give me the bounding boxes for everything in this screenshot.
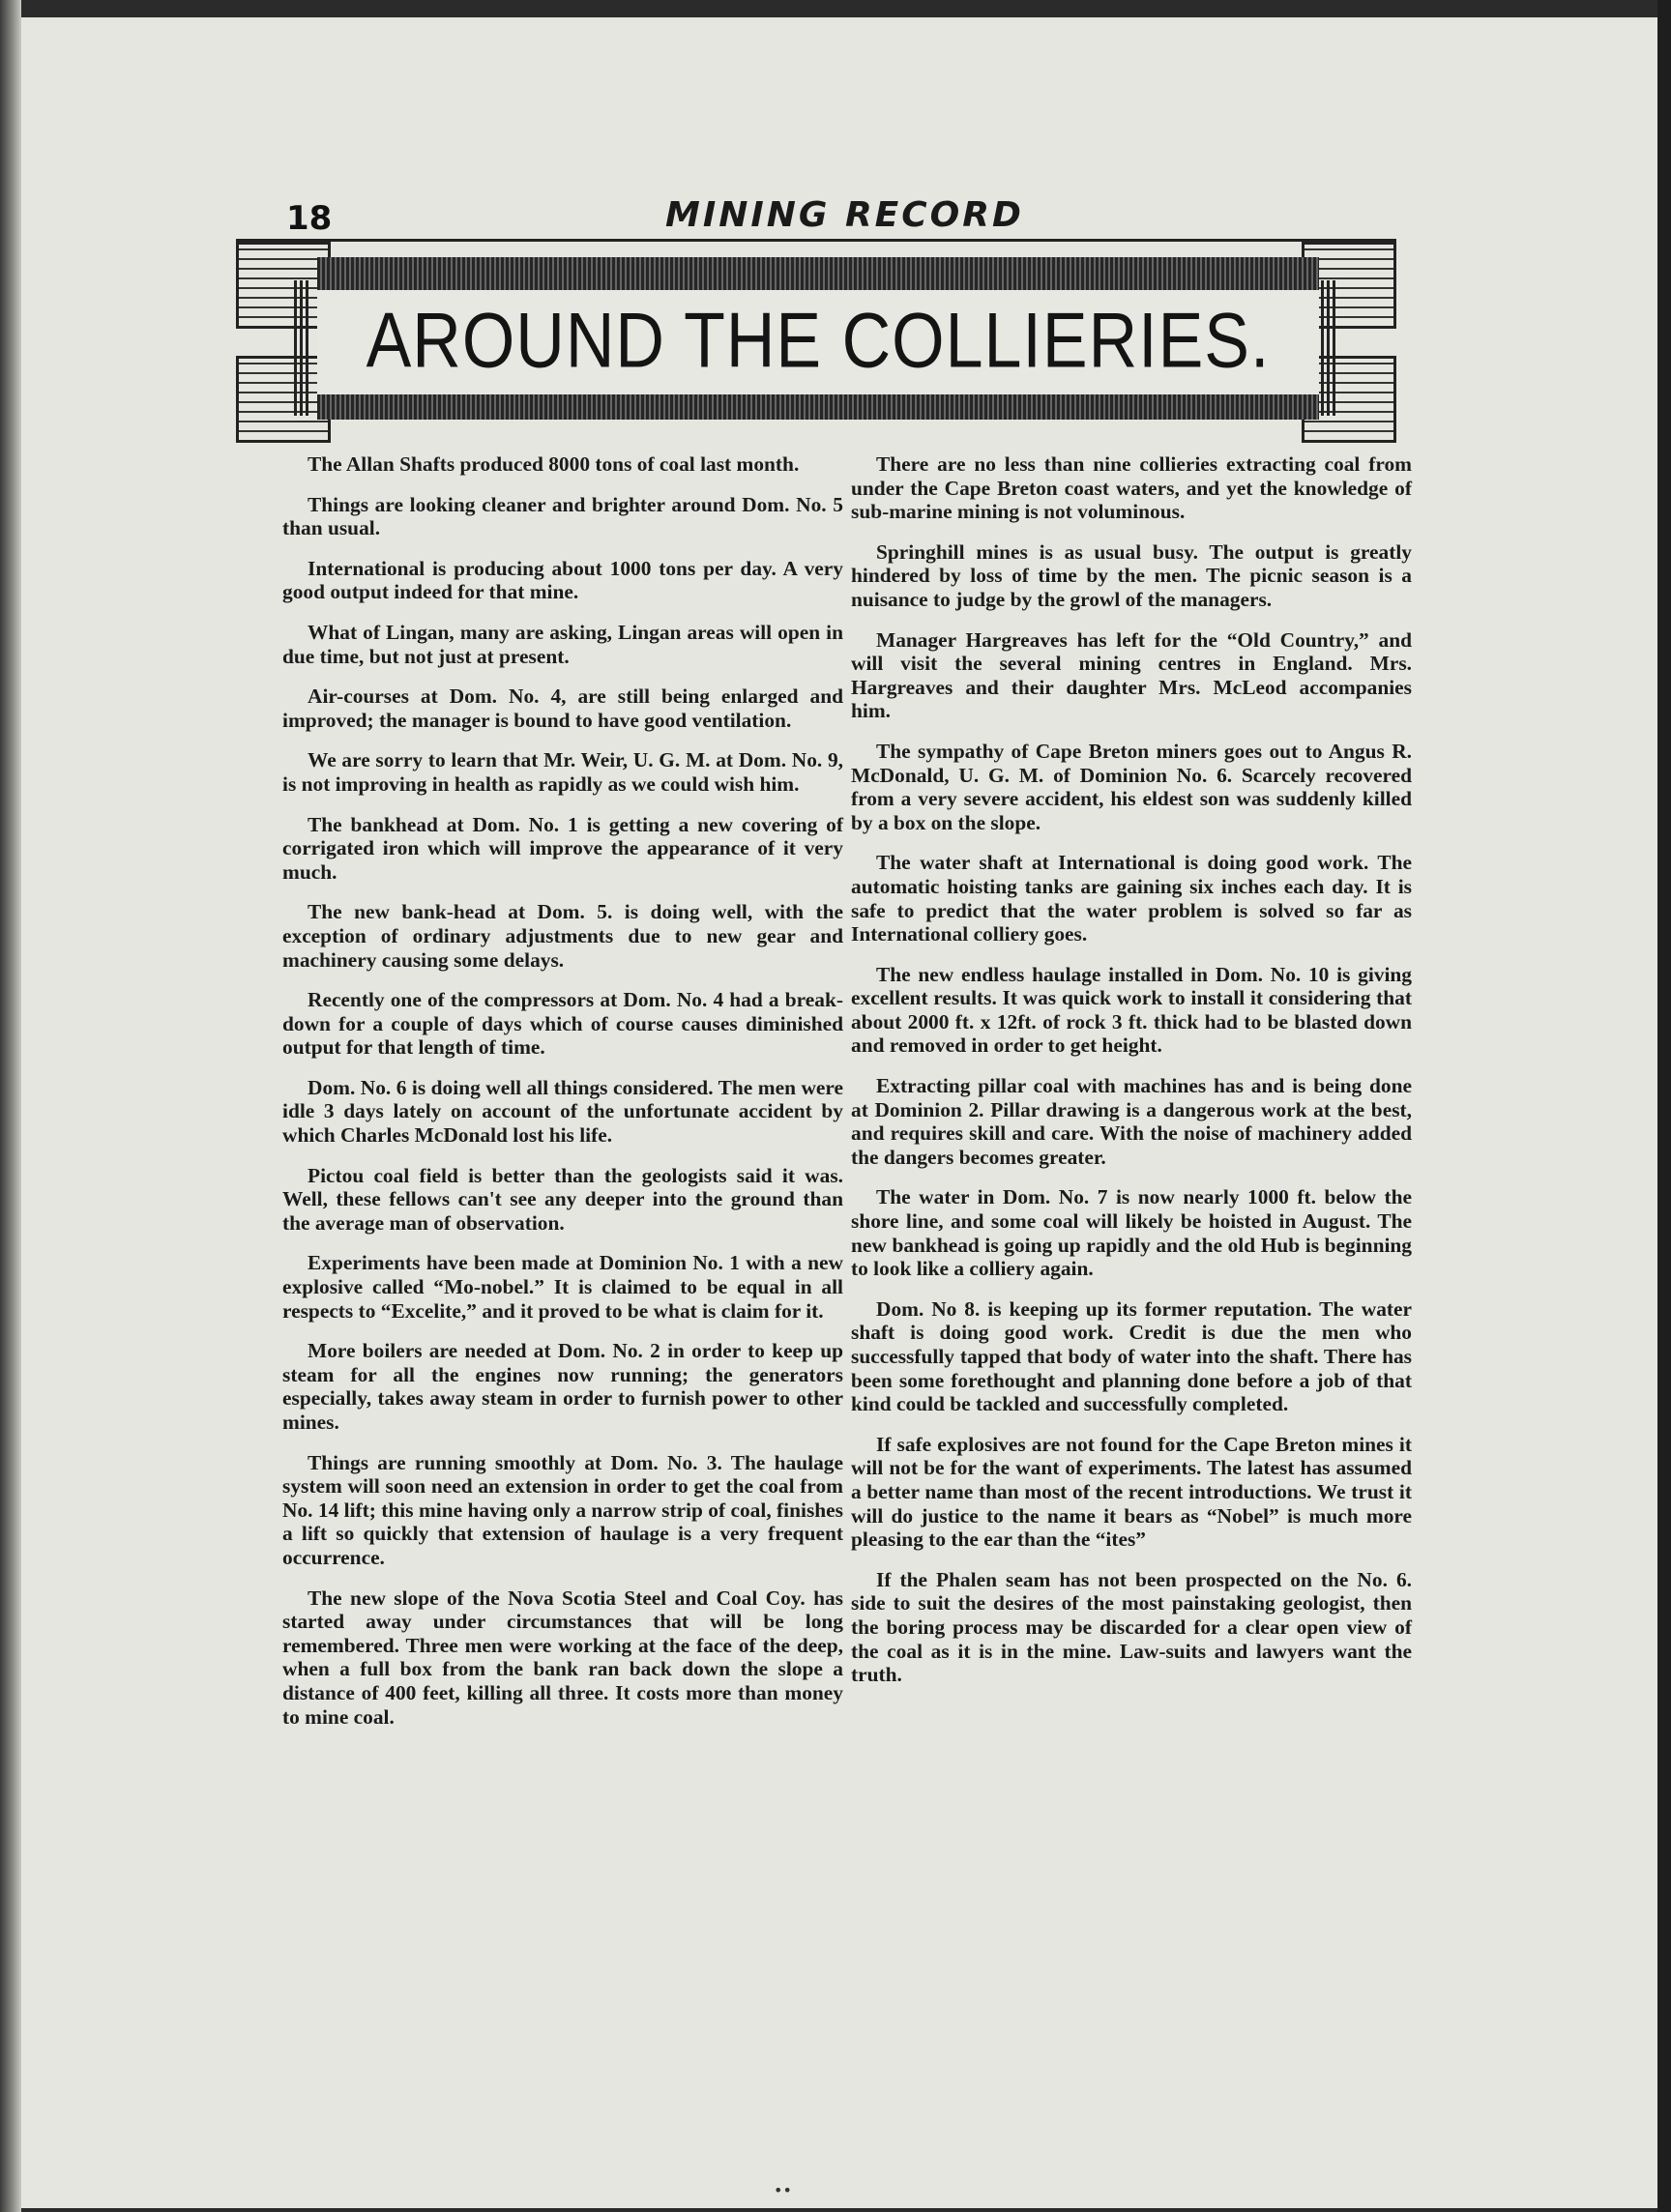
- page-header: [286, 191, 1394, 236]
- news-item: The Allan Shafts produced 8000 tons of coal last month.: [308, 452, 800, 476]
- news-item: Recently one of the compressors at Dom. No. 4 had a break-down for a couple of days which of course causes diminished output for that length of time.: [282, 988, 843, 1060]
- news-item: Things are looking cleaner and brighter around Dom. No. 5 than usual.: [282, 492, 843, 540]
- news-item: International is producing about 1000 tons per day. A very good output indeed for that mine.: [282, 556, 843, 604]
- banner-bar-top: [317, 257, 1319, 290]
- news-item: The water in Dom. No. 7 is now nearly 1000 ft. below the shore line, and some coal will likely be hoisted in August. The new bankhead is going up rapidly and the old Hub is beginning to look like a colliery again.: [851, 1185, 1412, 1281]
- news-item: We are sorry to learn that Mr. Weir, U. G. M. at Dom. No. 9, is not improving in health as rapidly as we could wish him.: [282, 748, 843, 796]
- news-item: Dom. No. 6 is doing well all things considered. The men were idle 3 days lately on account of the unfortunate accident by which Charles McDonald lost his life.: [282, 1075, 843, 1148]
- news-item: The water shaft at International is doing good work. The automatic hoisting tanks are gaining six inches each day. It is safe to predict that the water problem is solved so far as International colliery goes.: [851, 851, 1412, 946]
- news-item: Extracting pillar coal with machines has and is being done at Dominion 2. Pillar drawing is a dangerous work at the best, and requires skill and care. With the noise of machinery added the dangers becomes greater.: [851, 1074, 1412, 1169]
- news-item: Pictou coal field is better than the geologists said it was. Well, these fellows can't see any deeper into the ground than the average man of observation.: [282, 1163, 843, 1235]
- news-item: Things are running smoothly at Dom. No. 3. The haulage system will soon need an extension in order to get the coal from No. 14 lift; this mine having only a narrow strip of coal, finishes a lift so quickly that extension of haulage is a very frequent occurrence.: [282, 1450, 843, 1569]
- news-item: The new slope of the Nova Scotia Steel and Coal Coy. has started away under circumstances that will be long remembered. Three men were working at the face of the deep, when a full box from the bank ran back down the slope a distance of 400 feet, killing all three. It costs more than money to mine coal.: [282, 1586, 843, 1729]
- page-number: 18: [286, 199, 333, 238]
- left-column: [282, 452, 843, 1745]
- banner-bar-bottom: [317, 394, 1319, 420]
- scan-edge: [1657, 0, 1671, 2212]
- news-item: Experiments have been made at Dominion No. 1 with a new explosive called “Mo-nobel.” It is claimed to be equal in all respects to “Excelite,” and it proved to be what is claim for it.: [282, 1251, 843, 1323]
- news-item: The sympathy of Cape Breton miners goes out to Angus R. McDonald, U. G. M. of Dominion No. 6. Scarcely recovered from a very severe accident, his eldest son was suddenly killed by a box on the slope.: [851, 739, 1412, 834]
- headline: AROUND THE COLLIERIES.: [366, 297, 1271, 384]
- news-item: What of Lingan, many are asking, Lingan areas will open in due time, but not just at present.: [282, 620, 843, 668]
- running-title: MINING RECORD: [665, 195, 1024, 235]
- right-column: [851, 452, 1412, 1703]
- news-item: The new endless haulage installed in Dom. No. 10 is giving excellent results. It was quick work to install it considering that about 2000 ft. x 12ft. of rock 3 ft. thick had to be blasted down and removed in order to get height.: [851, 962, 1412, 1058]
- news-item: Air-courses at Dom. No. 4, are still being enlarged and improved; the manager is bound to have good ventilation.: [282, 684, 843, 732]
- news-item: Dom. No 8. is keeping up its former reputation. The water shaft is doing good work. Credit is due the men who successfully tapped that body of water into the shaft. There has been some forethought and planning done before a job of that kind could be tackled and successfully completed.: [851, 1296, 1412, 1416]
- ornament-side: [1321, 280, 1338, 416]
- news-item: If safe explosives are not found for the Cape Breton mines it will not be for the want of experiments. The latest has assumed a better name than most of the recent introductions. We trust it will do justice to the name it bears as “Nobel” is much more pleasing to the ear than the “ites”: [851, 1432, 1412, 1552]
- headline-banner: [236, 242, 1396, 443]
- news-item: Springhill mines is as usual busy. The output is greatly hindered by loss of time by the men. The picnic season is a nuisance to judge by the growl of the managers.: [851, 539, 1412, 611]
- footer-mark: ••: [774, 2181, 792, 2199]
- news-item: More boilers are needed at Dom. No. 2 in order to keep up steam for all the engines now running; the generators especially, takes away steam in order to furnish power to other mines.: [282, 1339, 843, 1434]
- news-item: There are no less than nine collieries extracting coal from under the Cape Breton coast waters, and yet the knowledge of sub-marine mining is not voluminous.: [851, 452, 1412, 524]
- news-item: The bankhead at Dom. No. 1 is getting a new covering of corrigated iron which will improve the appearance of it very much.: [282, 812, 843, 884]
- ornament-side: [294, 280, 311, 416]
- book-spine: [0, 0, 21, 2212]
- news-item: Manager Hargreaves has left for the “Old Country,” and will visit the several mining centres in England. Mrs. Hargreaves and their daughter Mrs. McLeod accompanies him.: [851, 627, 1412, 723]
- news-item: The new bank-head at Dom. 5. is doing well, with the exception of ordinary adjustments due to new gear and machinery causing some delays.: [282, 900, 843, 972]
- news-item: If the Phalen seam has not been prospected on the No. 6. side to suit the desires of the most painstaking geologist, then the boring process may be discarded for a clear open view of the coal as it is in the mine. Law-suits and lawyers want the truth.: [851, 1567, 1412, 1687]
